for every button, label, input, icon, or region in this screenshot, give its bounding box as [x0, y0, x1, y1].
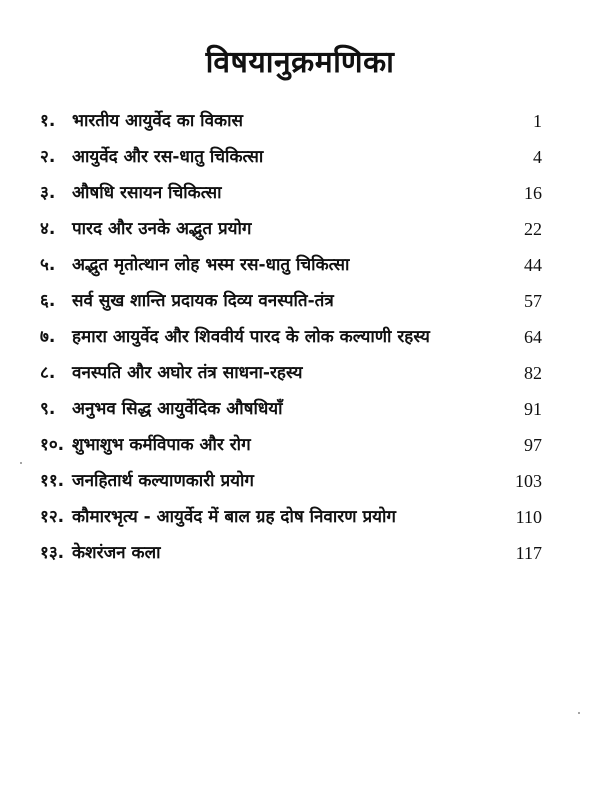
toc-entry: [40, 321, 542, 357]
toc-entry-title: भारतीय आयुर्वेद का विकास: [72, 111, 243, 131]
toc-entry-number: ९.: [40, 399, 56, 419]
toc-entry-title: सर्व सुख शान्ति प्रदायक दिव्य वनस्पति-तंत्र: [72, 291, 334, 311]
toc-entry: [40, 429, 542, 465]
toc-entry: [40, 357, 542, 393]
toc-entry-number: १३.: [40, 543, 65, 563]
toc-entry-number: १.: [40, 111, 56, 131]
toc-entry-title: कौमारभृत्य - आयुर्वेद में बाल ग्रह दोष निवारण प्रयोग: [72, 507, 396, 527]
toc-entry-number: ४.: [40, 219, 56, 239]
toc-entry: [40, 105, 542, 141]
table-of-contents: [40, 105, 542, 573]
scan-speck: [578, 712, 580, 714]
toc-entry-page: 44: [524, 255, 542, 275]
toc-entry-number: ६.: [40, 291, 56, 311]
toc-entry-title: औषधि रसायन चिकित्सा: [72, 183, 222, 203]
toc-entry-title: जनहितार्थ कल्याणकारी प्रयोग: [72, 471, 254, 491]
toc-entry: [40, 141, 542, 177]
toc-entry: [40, 393, 542, 429]
toc-entry-title: पारद और उनके अद्भुत प्रयोग: [72, 219, 252, 239]
toc-entry: [40, 177, 542, 213]
scan-speck: [20, 462, 22, 464]
toc-entry-page: 16: [524, 183, 542, 203]
toc-entry-page: 117: [515, 543, 542, 563]
toc-entry-number: ८.: [40, 363, 56, 383]
toc-entry-page: 57: [524, 291, 542, 311]
toc-entry: [40, 285, 542, 321]
toc-entry: [40, 213, 542, 249]
page-title: विषयानुक्रमणिका: [205, 45, 395, 80]
toc-entry-number: १२.: [40, 507, 65, 527]
toc-entry: [40, 537, 542, 573]
toc-entry-title: हमारा आयुर्वेद और शिववीर्य पारद के लोक कल्याणी रहस्य: [72, 327, 430, 347]
toc-entry-page: 110: [515, 507, 542, 527]
toc-entry: [40, 465, 542, 501]
toc-entry-title: आयुर्वेद और रस-धातु चिकित्सा: [72, 147, 264, 167]
toc-entry-page: 1: [533, 111, 542, 131]
toc-entry: [40, 501, 542, 537]
toc-entry-title: अनुभव सिद्ध आयुर्वेदिक औषधियाँ: [72, 399, 283, 419]
toc-entry-number: ७.: [40, 327, 56, 347]
toc-entry-number: २.: [40, 147, 56, 167]
toc-entry-title: अद्भुत मृतोत्थान लोह भस्म रस-धातु चिकित्सा: [72, 255, 350, 275]
toc-entry-title: वनस्पति और अघोर तंत्र साधना-रहस्य: [72, 363, 303, 383]
toc-entry-number: ११.: [40, 471, 65, 491]
toc-entry-page: 4: [533, 147, 542, 167]
toc-entry-page: 91: [524, 399, 542, 419]
toc-entry-number: ३.: [40, 183, 56, 203]
toc-entry-number: ५.: [40, 255, 56, 275]
toc-entry-title: केशरंजन कला: [72, 543, 161, 563]
toc-entry: [40, 249, 542, 285]
toc-entry-title: शुभाशुभ कर्मविपाक और रोग: [72, 435, 251, 455]
toc-entry-number: १०.: [40, 435, 65, 455]
toc-entry-page: 64: [524, 327, 542, 347]
toc-entry-page: 103: [515, 471, 542, 491]
toc-entry-page: 82: [524, 363, 542, 383]
toc-entry-page: 97: [524, 435, 542, 455]
toc-entry-page: 22: [524, 219, 542, 239]
